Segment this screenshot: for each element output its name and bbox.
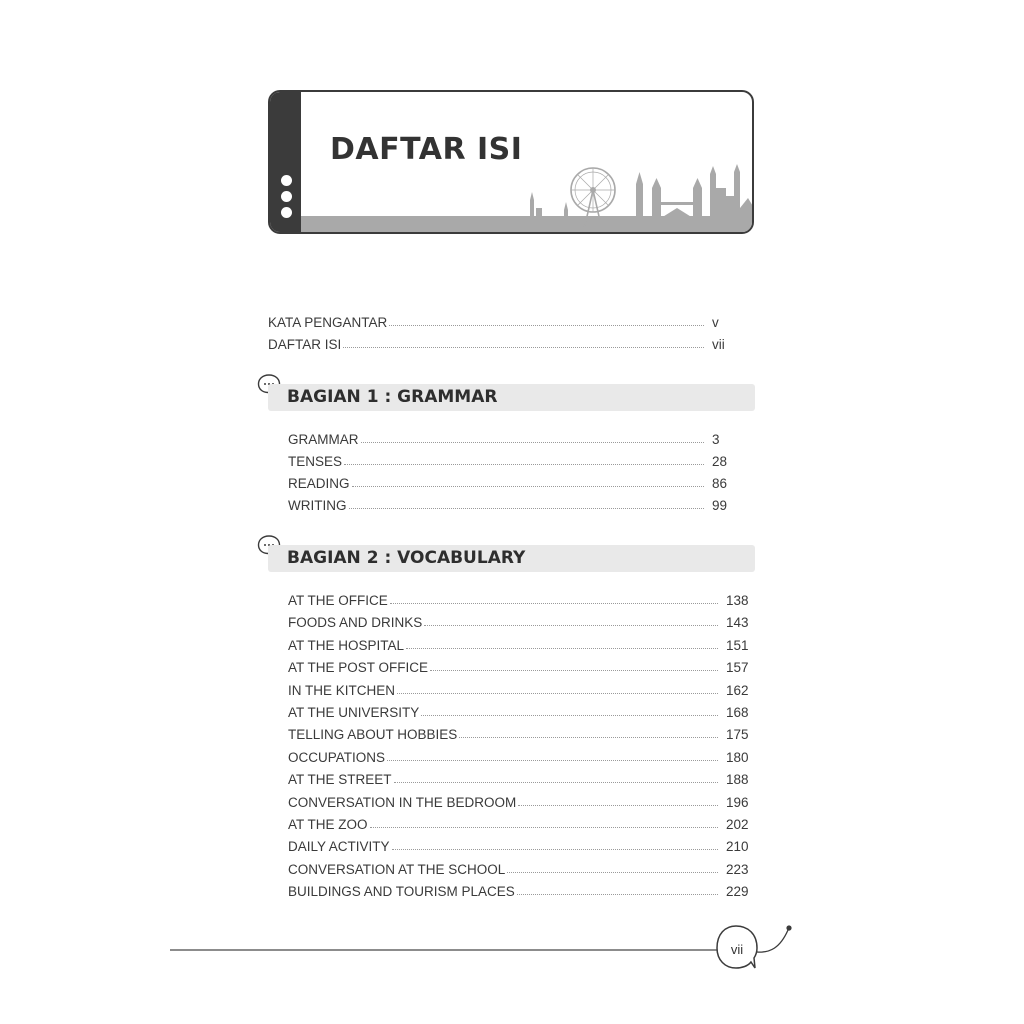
- toc-entry-label: AT THE STREET: [288, 772, 392, 787]
- toc-entry: [288, 680, 750, 698]
- toc-entry-page: v: [712, 315, 719, 330]
- dotted-leader: [459, 736, 718, 738]
- toc-entry-page: 143: [726, 615, 749, 630]
- toc-entry-label: AT THE HOSPITAL: [288, 638, 405, 653]
- section-title: BAGIAN 2 : VOCABULARY: [287, 548, 526, 568]
- toc-entry-page: 210: [726, 839, 749, 854]
- banner-side-strip: [270, 92, 301, 232]
- dotted-leader: [343, 346, 704, 348]
- dotted-leader: [361, 441, 705, 443]
- toc-entry-page: 86: [712, 476, 728, 491]
- toc-entry-label: BUILDINGS AND TOURISM PLACES: [288, 884, 515, 899]
- toc-entry-label: DAFTAR ISI: [268, 337, 342, 352]
- toc-entry-label: IN THE KITCHEN: [288, 683, 396, 698]
- toc-entry-label: CONVERSATION AT THE SCHOOL: [288, 862, 506, 877]
- dotted-leader: [349, 507, 705, 509]
- toc-entry-label: KATA PENGANTAR: [268, 315, 388, 330]
- toc-entry-page: 138: [726, 593, 749, 608]
- toc-entry-label: WRITING: [288, 498, 347, 513]
- dot-icon: [281, 175, 292, 186]
- toc-entry-label: GRAMMAR: [288, 432, 359, 447]
- toc-entry-page: 168: [726, 705, 749, 720]
- toc-entry-label: AT THE ZOO: [288, 817, 368, 832]
- section-title: BAGIAN 1 : GRAMMAR: [287, 387, 498, 407]
- dotted-leader: [421, 714, 718, 716]
- toc-entry: [288, 859, 750, 877]
- london-skyline-icon: [528, 158, 754, 234]
- toc-entry: [288, 836, 750, 854]
- dotted-leader: [344, 463, 704, 465]
- toc-entry-label: OCCUPATIONS: [288, 750, 386, 765]
- toc-entry: [268, 334, 736, 352]
- page-number: vii: [730, 942, 744, 957]
- toc-entry-label: CONVERSATION IN THE BEDROOM: [288, 795, 517, 810]
- toc-entry-page: 28: [712, 454, 728, 469]
- toc-entry: [288, 590, 750, 608]
- dotted-leader: [352, 485, 704, 487]
- dotted-leader: [370, 826, 718, 828]
- toc-entry: [288, 429, 736, 447]
- toc-entry-page: 202: [726, 817, 749, 832]
- dotted-leader: [517, 893, 718, 895]
- toc-entry-label: AT THE OFFICE: [288, 593, 388, 608]
- toc-entry-page: 229: [726, 884, 749, 899]
- toc-entry-page: 3: [712, 432, 720, 447]
- dotted-leader: [406, 647, 718, 649]
- dotted-leader: [392, 848, 718, 850]
- dotted-leader: [507, 871, 718, 873]
- toc-entry-page: 196: [726, 795, 749, 810]
- dotted-leader: [387, 759, 718, 761]
- toc-entry-page: 157: [726, 660, 749, 675]
- toc-entry-label: TENSES: [288, 454, 343, 469]
- toc-entry-page: vii: [712, 337, 725, 352]
- dot-icon: [281, 207, 292, 218]
- dotted-leader: [394, 781, 718, 783]
- toc-entry: [288, 769, 750, 787]
- dot-icon: [281, 191, 292, 202]
- toc-entry: [268, 312, 736, 330]
- toc-entry-page: 162: [726, 683, 749, 698]
- toc-entry-page: 99: [712, 498, 728, 513]
- dotted-leader: [389, 324, 704, 326]
- toc-entry-page: 180: [726, 750, 749, 765]
- toc-entry: [288, 451, 736, 469]
- toc-entry: [288, 792, 750, 810]
- toc-entry-label: DAILY ACTIVITY: [288, 839, 390, 854]
- dotted-leader: [397, 692, 718, 694]
- toc-entry-page: 188: [726, 772, 749, 787]
- toc-entry-page: 151: [726, 638, 749, 653]
- toc-entry-label: READING: [288, 476, 350, 491]
- toc-entry: [288, 473, 736, 491]
- dotted-leader: [518, 804, 718, 806]
- toc-entry: [288, 612, 750, 630]
- footer-rule: [170, 949, 718, 951]
- toc-entry: [288, 747, 750, 765]
- toc-entry: [288, 814, 750, 832]
- toc-entry: [288, 495, 736, 513]
- toc-entry: [288, 635, 750, 653]
- toc-entry: [288, 702, 750, 720]
- toc-entry: [288, 724, 750, 742]
- toc-entry: [288, 657, 750, 675]
- toc-entry-label: FOODS AND DRINKS: [288, 615, 423, 630]
- toc-entry: [288, 881, 750, 899]
- dotted-leader: [424, 624, 718, 626]
- header-banner: [268, 90, 754, 234]
- toc-entry-label: TELLING ABOUT HOBBIES: [288, 727, 458, 742]
- page-title: DAFTAR ISI: [330, 132, 523, 167]
- toc-entry-page: 175: [726, 727, 749, 742]
- toc-entry-label: AT THE POST OFFICE: [288, 660, 429, 675]
- toc-entry-label: AT THE UNIVERSITY: [288, 705, 420, 720]
- dotted-leader: [430, 669, 718, 671]
- dotted-leader: [390, 602, 718, 604]
- toc-entry-page: 223: [726, 862, 749, 877]
